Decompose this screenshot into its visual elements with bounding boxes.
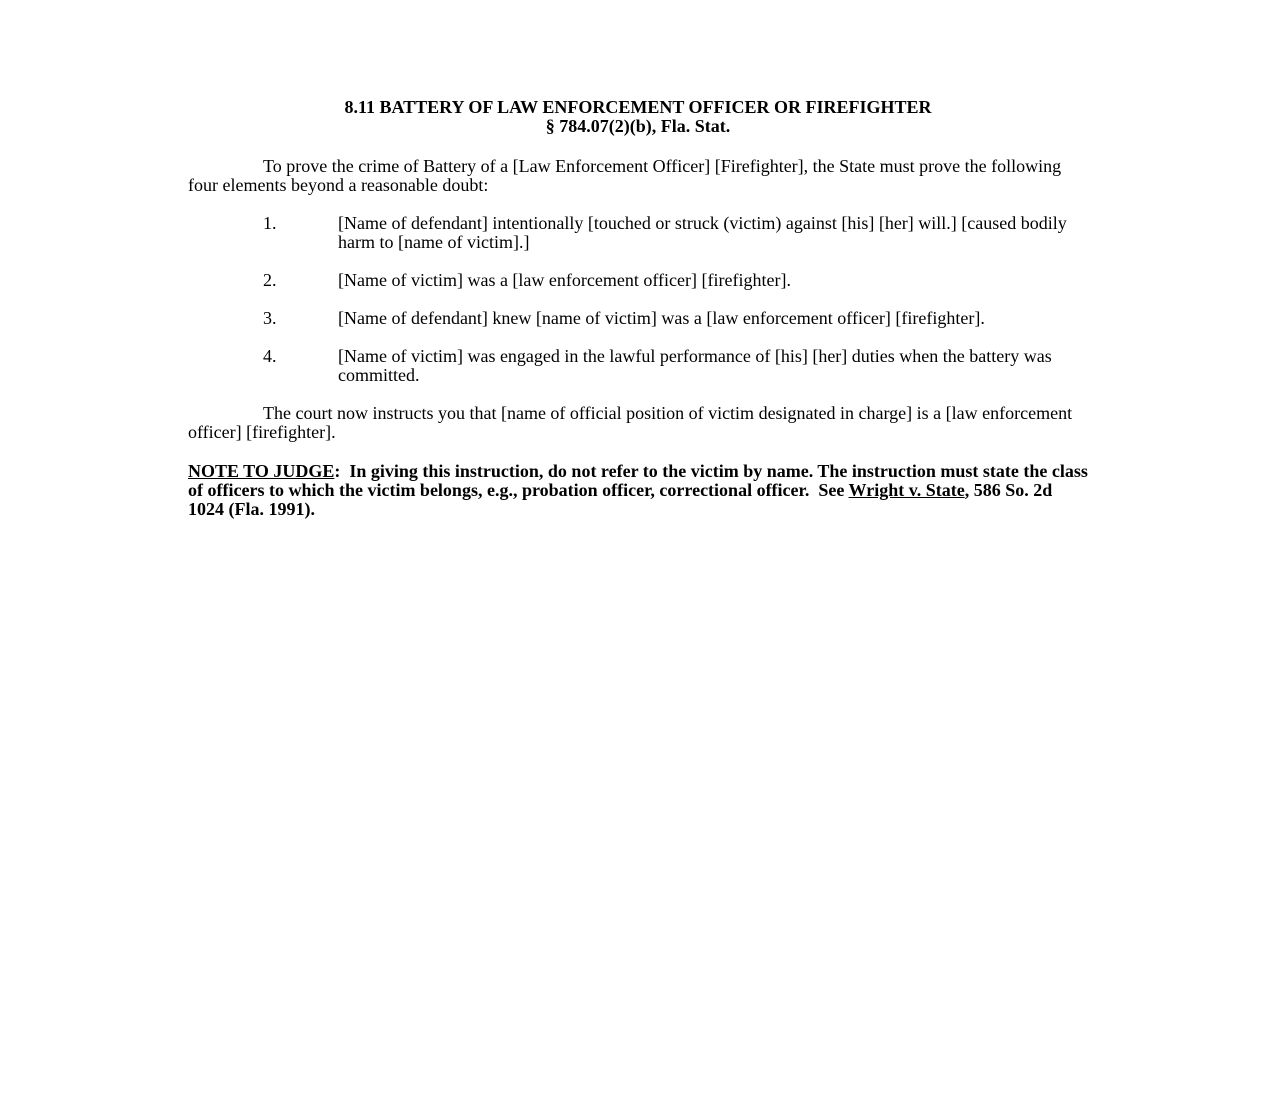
element-text: [Name of victim] was a [law enforcement officer] [firefighter]. — [338, 270, 791, 290]
element-number: 1. — [263, 213, 277, 233]
note-label: NOTE TO JUDGE — [188, 461, 335, 481]
document-page — [188, 97, 1093, 519]
element-number: 4. — [263, 346, 277, 366]
list-item — [188, 271, 1088, 290]
intro-paragraph: To prove the crime of Battery of a [Law Enforcement Officer] [Firefighter], the State must prove the following four elements beyond a reasonable doubt: — [188, 156, 1062, 195]
element-text: [Name of victim] was engaged in the lawful performance of [his] [her] duties when the battery was committed. — [338, 346, 1052, 385]
list-item — [188, 309, 1088, 328]
document-heading — [188, 98, 1088, 136]
instruction-title: 8.11 BATTERY OF LAW ENFORCEMENT OFFICER OR FIREFIGHTER — [344, 97, 932, 117]
statute-reference: § 784.07(2)(b), Fla. Stat. — [545, 116, 731, 136]
list-item — [188, 214, 1088, 252]
element-text: [Name of defendant] intentionally [touched or struck (victim) against [his] [her] will.] [caused bodily harm to [name of victim].] — [338, 213, 1067, 252]
case-citation: , 586 So. 2d 1024 (Fla. 1991). — [188, 480, 1053, 519]
element-number: 2. — [263, 270, 277, 290]
court-instruction-paragraph: The court now instructs you that [name of official position of victim designated in charge] is a [law enforcement officer] [firefighter]. — [188, 403, 1073, 442]
case-name: Wright v. State — [848, 480, 965, 500]
element-text: [Name of defendant] knew [name of victim] was a [law enforcement officer] [firefighter]. — [338, 308, 985, 328]
note-colon: : — [334, 461, 341, 481]
elements-list — [188, 214, 1088, 385]
note-text: In giving this instruction, do not refer to the victim by name. The instruction must state the class of officers to which the victim belongs, e.g., probation officer, correctional officer. See — [188, 461, 1093, 500]
note-to-judge — [188, 461, 1093, 519]
list-item — [188, 347, 1088, 385]
element-number: 3. — [263, 308, 277, 328]
